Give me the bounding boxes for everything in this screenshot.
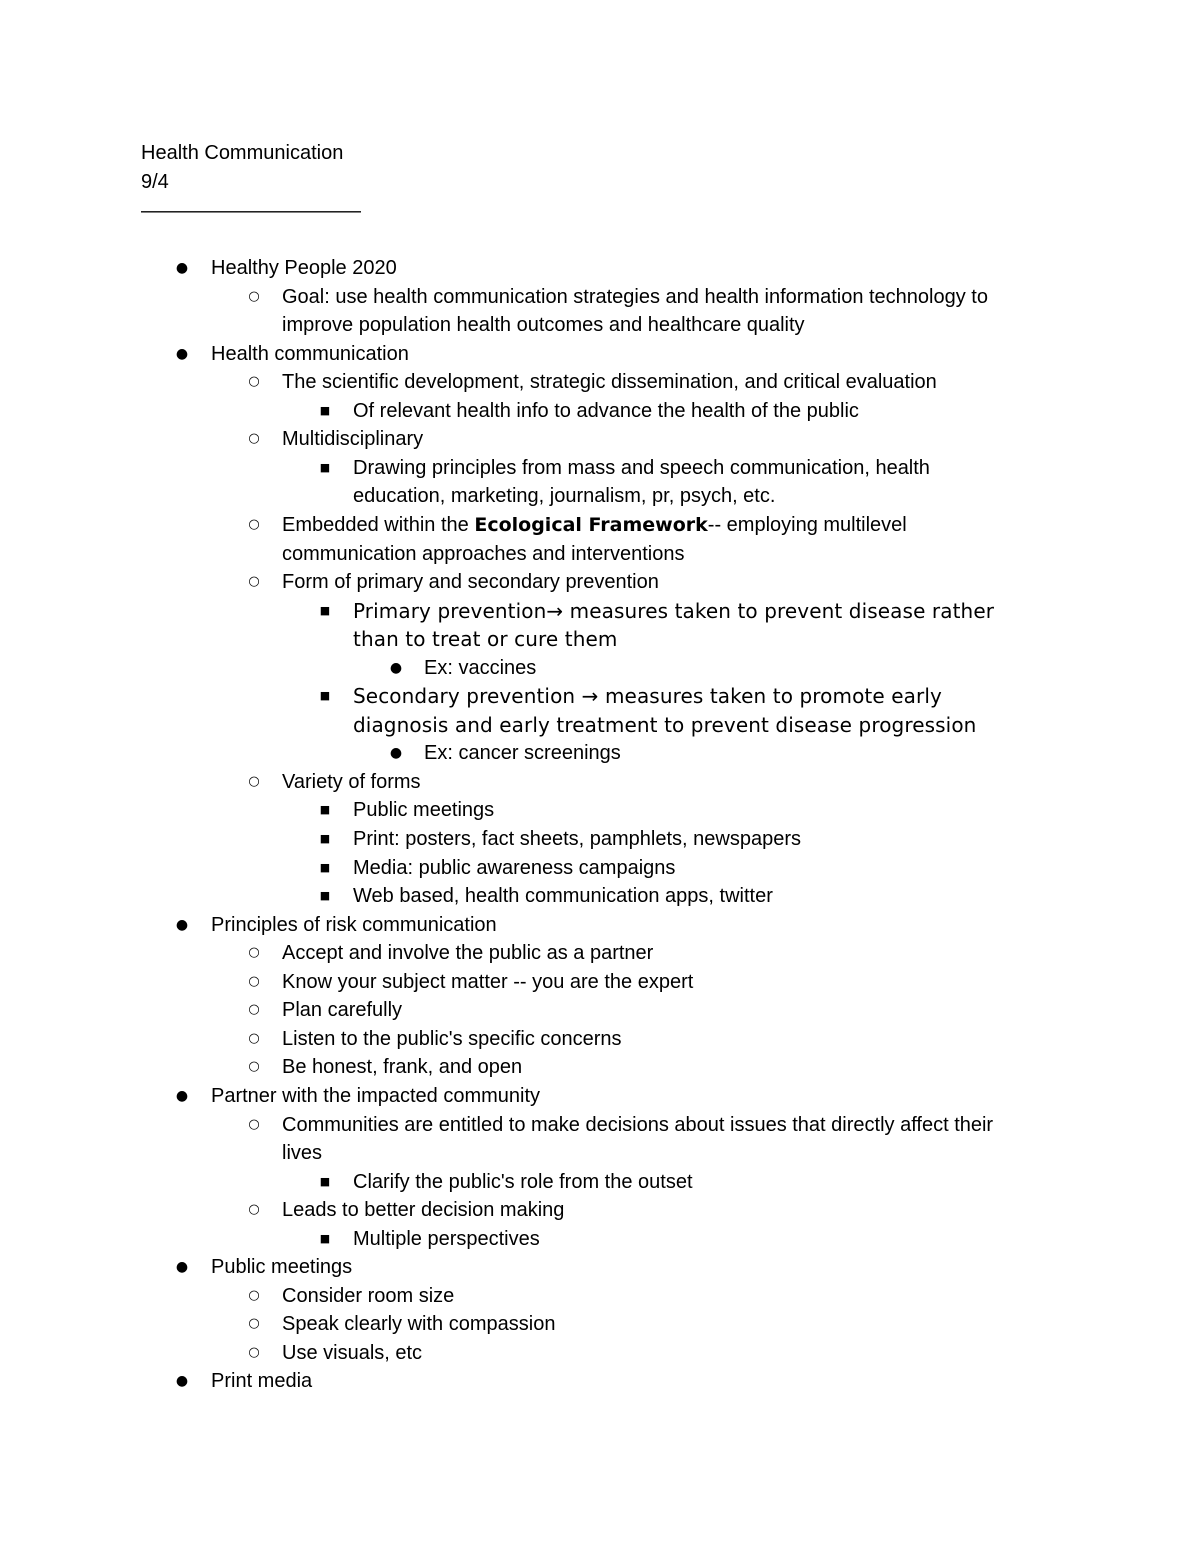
list-item-text: Variety of forms — [282, 771, 421, 793]
list-item — [282, 1111, 993, 1139]
list-item-text: Healthy People 2020 — [211, 257, 397, 279]
bullet-circle-icon: ○ — [248, 974, 260, 989]
bullet-circle-icon: ○ — [248, 517, 260, 532]
bullet-circle-icon: ○ — [248, 1002, 260, 1017]
document-date: 9/4 — [141, 171, 169, 193]
list-item — [282, 1053, 522, 1081]
list-item-text: improve population health outcomes and healthcare quality — [282, 314, 805, 336]
list-item-text: Use visuals, etc — [282, 1342, 423, 1364]
list-item-text: Ex: vaccines — [424, 657, 537, 679]
list-item — [353, 597, 994, 625]
list-item — [353, 1168, 693, 1196]
list-item-text: Accept and involve the public as a partner — [282, 942, 654, 964]
bullet-square-icon: ■ — [319, 604, 331, 617]
list-item-text: Public meetings — [211, 1256, 353, 1278]
list-item-text: Multidisciplinary — [282, 428, 424, 450]
list-item-text: Plan carefully — [282, 999, 403, 1021]
list-item — [282, 1196, 564, 1224]
bullet-dot-icon: ● — [175, 917, 189, 933]
list-item-text: Partner with the impacted community — [211, 1085, 541, 1107]
title-divider: ——————————— — [141, 200, 361, 222]
list-item — [211, 1253, 352, 1281]
list-item-text: Speak clearly with compassion — [282, 1313, 556, 1335]
bullet-square-icon: ■ — [319, 889, 331, 902]
list-item-text: Form of primary and secondary prevention — [282, 571, 659, 593]
bold-term: Ecological Framework — [474, 514, 708, 536]
list-item — [211, 1367, 312, 1395]
list-item-text: Be honest, frank, and open — [282, 1056, 523, 1078]
bullet-circle-icon: ○ — [248, 774, 260, 789]
list-item-continuation — [282, 311, 805, 339]
list-item — [282, 996, 402, 1024]
list-item-text: Of relevant health info to advance the health of the public — [353, 400, 859, 422]
list-item — [282, 768, 421, 796]
bullet-circle-icon: ○ — [248, 1031, 260, 1046]
list-item-continuation — [353, 482, 775, 510]
list-item — [282, 1310, 555, 1338]
list-item — [424, 739, 621, 767]
list-item — [353, 1225, 540, 1253]
bullet-dot-icon: ● — [389, 745, 403, 761]
bullet-dot-icon: ● — [175, 1088, 189, 1104]
list-item-text: Primary prevention→ measures taken to prevent disease rather — [353, 599, 995, 623]
list-item — [353, 454, 930, 482]
list-item — [211, 340, 409, 368]
list-item-text: Know your subject matter -- you are the expert — [282, 971, 694, 993]
bullet-circle-icon: ○ — [248, 1316, 260, 1331]
list-item — [211, 1082, 540, 1110]
list-item-text: Principles of risk communication — [211, 914, 497, 936]
list-item-text: communication approaches and interventions — [282, 543, 685, 565]
bullet-circle-icon: ○ — [248, 289, 260, 304]
list-item — [282, 511, 907, 539]
bullet-circle-icon: ○ — [248, 1345, 260, 1360]
list-item-text: Drawing principles from mass and speech communication, health — [353, 457, 930, 479]
list-item — [282, 939, 653, 967]
list-item-text: The scientific development, strategic dissemination, and critical evaluation — [282, 371, 937, 393]
bullet-circle-icon: ○ — [248, 945, 260, 960]
list-item-text: Communities are entitled to make decisions about issues that directly affect their — [282, 1114, 994, 1136]
list-item — [282, 1282, 454, 1310]
list-item-continuation — [353, 711, 976, 739]
list-item — [353, 397, 859, 425]
bullet-circle-icon: ○ — [248, 574, 260, 589]
list-item-text: Media: public awareness campaigns — [353, 857, 676, 879]
list-item — [424, 654, 536, 682]
list-item — [211, 911, 497, 939]
list-item — [282, 425, 423, 453]
list-item-text: Embedded within the — [282, 514, 475, 536]
list-item — [282, 568, 659, 596]
list-item — [353, 882, 773, 910]
bullet-circle-icon: ○ — [248, 1059, 260, 1074]
bullet-circle-icon: ○ — [248, 1202, 260, 1217]
list-item-continuation — [282, 1139, 322, 1167]
list-item-text: Web based, health communication apps, twitter — [353, 885, 773, 907]
bullet-circle-icon: ○ — [248, 374, 260, 389]
bullet-square-icon: ■ — [319, 832, 331, 845]
bullet-dot-icon: ● — [175, 1259, 189, 1275]
list-item-text: than to treat or cure them — [353, 627, 618, 651]
list-item — [353, 825, 801, 853]
document-title: Health Communication — [141, 142, 344, 164]
list-item-text: Secondary prevention → measures taken to promote early — [353, 684, 942, 708]
list-item — [282, 368, 937, 396]
list-item-text: Goal: use health communication strategies and health information technology to — [282, 286, 988, 308]
list-item-text: Consider room size — [282, 1285, 455, 1307]
list-item — [282, 968, 693, 996]
list-item — [353, 682, 942, 710]
bullet-square-icon: ■ — [319, 461, 331, 474]
bullet-circle-icon: ○ — [248, 1288, 260, 1303]
list-item — [282, 1339, 422, 1367]
list-item-text: Health communication — [211, 343, 409, 365]
bullet-dot-icon: ● — [175, 346, 189, 362]
list-item-continuation — [282, 540, 684, 568]
list-item-text: Print: posters, fact sheets, pamphlets, newspapers — [353, 828, 801, 850]
list-item-text: Print media — [211, 1370, 313, 1392]
list-item — [353, 796, 494, 824]
bullet-square-icon: ■ — [319, 861, 331, 874]
list-item-text: lives — [282, 1142, 323, 1164]
bullet-dot-icon: ● — [389, 660, 403, 676]
bullet-circle-icon: ○ — [248, 1117, 260, 1132]
list-item-text-after: -- employing multilevel — [707, 514, 907, 536]
list-item-text: education, marketing, journalism, pr, psych, etc. — [353, 485, 776, 507]
list-item-text: Public meetings — [353, 799, 495, 821]
list-item — [353, 854, 675, 882]
bullet-circle-icon: ○ — [248, 431, 260, 446]
bullet-square-icon: ■ — [319, 1175, 331, 1188]
bullet-square-icon: ■ — [319, 803, 331, 816]
list-item — [211, 254, 397, 282]
list-item — [282, 283, 988, 311]
list-item-text: Leads to better decision making — [282, 1199, 565, 1221]
list-item-text: diagnosis and early treatment to prevent disease progression — [353, 713, 977, 737]
bullet-dot-icon: ● — [175, 1373, 189, 1389]
bullet-square-icon: ■ — [319, 1232, 331, 1245]
bullet-square-icon: ■ — [319, 404, 331, 417]
list-item — [282, 1025, 622, 1053]
list-item-text: Multiple perspectives — [353, 1228, 540, 1250]
list-item-text: Ex: cancer screenings — [424, 742, 621, 764]
list-item-continuation — [353, 625, 617, 653]
list-item-text: Clarify the public's role from the outset — [353, 1171, 693, 1193]
list-item-text: Listen to the public's specific concerns — [282, 1028, 622, 1050]
bullet-dot-icon: ● — [175, 260, 189, 276]
bullet-square-icon: ■ — [319, 689, 331, 702]
